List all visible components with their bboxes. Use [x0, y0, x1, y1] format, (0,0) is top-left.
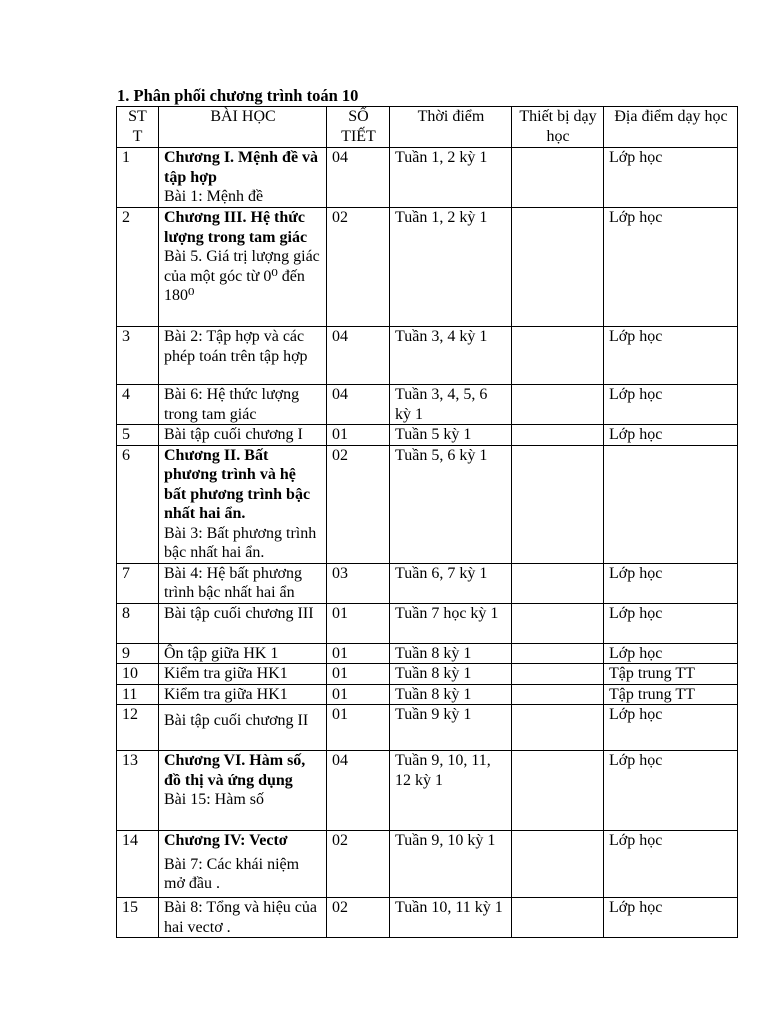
table-row	[117, 563, 738, 603]
cell-stt: 14	[117, 831, 159, 898]
table-row	[117, 327, 738, 385]
table-row	[117, 385, 738, 425]
cell-time: Tuần 1, 2 kỳ 1	[390, 148, 512, 208]
cell-location: Lớp học	[604, 425, 738, 446]
cell-time: Tuần 1, 2 kỳ 1	[390, 208, 512, 327]
cell-equipment	[512, 684, 604, 705]
cell-time: Tuần 9 kỳ 1	[390, 705, 512, 751]
cell-periods: 04	[327, 385, 390, 425]
table-row	[117, 664, 738, 685]
table-row	[117, 425, 738, 446]
cell-time: Tuần 9, 10, 11, 12 kỳ 1	[390, 751, 512, 831]
cell-equipment	[512, 603, 604, 643]
table-row	[117, 831, 738, 898]
header-time: Thời điểm	[390, 107, 512, 148]
cell-time: Tuần 5 kỳ 1	[390, 425, 512, 446]
cell-equipment	[512, 563, 604, 603]
cell-time: Tuần 7 học kỳ 1	[390, 603, 512, 643]
cell-stt: 13	[117, 751, 159, 831]
lesson-title: Kiểm tra giữa HK1	[164, 685, 288, 703]
table-header-row	[117, 107, 738, 148]
cell-stt: 10	[117, 664, 159, 685]
cell-location: Lớp học	[604, 563, 738, 603]
lesson-title: Bài tập cuối chương III	[164, 604, 314, 622]
lesson-title: Bài 7: Các khái niệm mở đầu .	[164, 855, 300, 892]
table-row	[117, 208, 738, 327]
table-body	[117, 148, 738, 938]
cell-location: Lớp học	[604, 327, 738, 385]
cell-time: Tuần 10, 11 kỳ 1	[390, 898, 512, 938]
lesson-title: Ôn tập giữa HK 1	[164, 644, 279, 662]
cell-location: Lớp học	[604, 385, 738, 425]
cell-lesson	[159, 563, 327, 603]
cell-stt: 11	[117, 684, 159, 705]
cell-equipment	[512, 148, 604, 208]
cell-stt: 8	[117, 603, 159, 643]
chapter-title: Chương VI. Hàm số, đồ thị và ứng dụng	[164, 752, 306, 789]
table-row	[117, 445, 738, 563]
header-lesson: BÀI HỌC	[159, 107, 327, 148]
chapter-title: Chương IV: Vectơ	[164, 832, 288, 849]
cell-stt: 7	[117, 563, 159, 603]
cell-equipment	[512, 898, 604, 938]
cell-periods: 01	[327, 705, 390, 751]
lesson-title: Bài 3: Bất phương trình bậc nhất hai ẩn.	[164, 524, 317, 561]
cell-periods: 01	[327, 643, 390, 664]
cell-location: Lớp học	[604, 831, 738, 898]
cell-equipment	[512, 664, 604, 685]
cell-equipment	[512, 751, 604, 831]
cell-lesson	[159, 148, 327, 208]
document-title: 1. Phân phối chương trình toán 10	[117, 86, 359, 105]
cell-lesson	[159, 208, 327, 327]
cell-equipment	[512, 831, 604, 898]
cell-periods: 02	[327, 898, 390, 938]
table-row	[117, 684, 738, 705]
header-equipment: Thiết bị dạy học	[512, 107, 604, 148]
cell-location: Lớp học	[604, 208, 738, 327]
cell-lesson	[159, 385, 327, 425]
lesson-title: Bài 15: Hàm số	[164, 791, 264, 808]
cell-location: Tập trung TT	[604, 664, 738, 685]
header-periods: SỐ TIẾT	[327, 107, 390, 148]
lesson-title: Bài 6: Hệ thức lượng trong tam giác	[164, 386, 300, 423]
cell-periods: 01	[327, 664, 390, 685]
cell-stt: 1	[117, 148, 159, 208]
table-row	[117, 603, 738, 643]
cell-equipment	[512, 705, 604, 751]
lesson-title: Bài 4: Hệ bất phương trình bậc nhất hai ẩn	[164, 564, 302, 601]
cell-lesson	[159, 664, 327, 685]
cell-time: Tuần 3, 4, 5, 6 kỳ 1	[390, 385, 512, 425]
cell-periods: 02	[327, 831, 390, 898]
cell-time: Tuần 8 kỳ 1	[390, 664, 512, 685]
cell-location: Lớp học	[604, 751, 738, 831]
cell-lesson	[159, 684, 327, 705]
cell-location: Lớp học	[604, 898, 738, 938]
cell-lesson	[159, 705, 327, 751]
cell-equipment	[512, 327, 604, 385]
cell-periods: 04	[327, 148, 390, 208]
cell-stt: 15	[117, 898, 159, 938]
cell-lesson	[159, 445, 327, 563]
cell-time: Tuần 3, 4 kỳ 1	[390, 327, 512, 385]
cell-stt: 4	[117, 385, 159, 425]
table-row	[117, 898, 738, 938]
cell-equipment	[512, 445, 604, 563]
cell-periods: 01	[327, 684, 390, 705]
cell-time: Tuần 6, 7 kỳ 1	[390, 563, 512, 603]
cell-stt: 3	[117, 327, 159, 385]
cell-time: Tuần 5, 6 kỳ 1	[390, 445, 512, 563]
table-row	[117, 705, 738, 751]
cell-location: Tập trung TT	[604, 684, 738, 705]
cell-stt: 12	[117, 705, 159, 751]
chapter-title: Chương I. Mệnh đề và tập hợp	[164, 149, 319, 186]
header-location: Địa điểm dạy học	[604, 107, 738, 148]
cell-stt: 6	[117, 445, 159, 563]
lesson-title: Bài 1: Mệnh đề	[164, 188, 264, 205]
cell-periods: 04	[327, 327, 390, 385]
chapter-title: Chương III. Hệ thức lượng trong tam giác	[164, 209, 308, 246]
cell-periods: 02	[327, 445, 390, 563]
cell-location: Lớp học	[604, 603, 738, 643]
lesson-title: Bài tập cuối chương II	[164, 712, 309, 729]
lesson-title: Bài 2: Tập hợp và các phép toán trên tập hợp	[164, 328, 308, 365]
cell-lesson	[159, 603, 327, 643]
cell-location: Lớp học	[604, 643, 738, 664]
table-row	[117, 148, 738, 208]
cell-time: Tuần 8 kỳ 1	[390, 643, 512, 664]
table-row	[117, 751, 738, 831]
cell-periods: 03	[327, 563, 390, 603]
lesson-title: Bài 8: Tổng và hiệu của hai vectơ .	[164, 899, 317, 936]
cell-location: Lớp học	[604, 148, 738, 208]
cell-stt: 9	[117, 643, 159, 664]
cell-stt: 5	[117, 425, 159, 446]
cell-lesson	[159, 751, 327, 831]
cell-lesson	[159, 898, 327, 938]
curriculum-table	[116, 106, 738, 938]
cell-lesson	[159, 425, 327, 446]
cell-equipment	[512, 385, 604, 425]
cell-periods: 04	[327, 751, 390, 831]
lesson-title: Bài 5. Giá trị lượng giác của một góc từ 0⁰ đến 180⁰	[164, 248, 320, 304]
cell-periods: 02	[327, 208, 390, 327]
lesson-title: Kiểm tra giữa HK1	[164, 665, 288, 682]
cell-location: Lớp học	[604, 705, 738, 751]
cell-stt: 2	[117, 208, 159, 327]
cell-lesson	[159, 327, 327, 385]
cell-equipment	[512, 208, 604, 327]
cell-periods: 01	[327, 603, 390, 643]
lesson-title: Bài tập cuối chương I	[164, 426, 303, 443]
cell-lesson	[159, 831, 327, 898]
table-row	[117, 643, 738, 664]
cell-periods: 01	[327, 425, 390, 446]
cell-time: Tuần 9, 10 kỳ 1	[390, 831, 512, 898]
cell-lesson	[159, 643, 327, 664]
cell-equipment	[512, 643, 604, 664]
header-stt: ST T	[117, 107, 159, 148]
cell-time: Tuần 8 kỳ 1	[390, 684, 512, 705]
chapter-title: Chương II. Bất phương trình và hệ bất phương trình bậc nhất hai ẩn.	[164, 446, 311, 522]
cell-location	[604, 445, 738, 563]
cell-equipment	[512, 425, 604, 446]
